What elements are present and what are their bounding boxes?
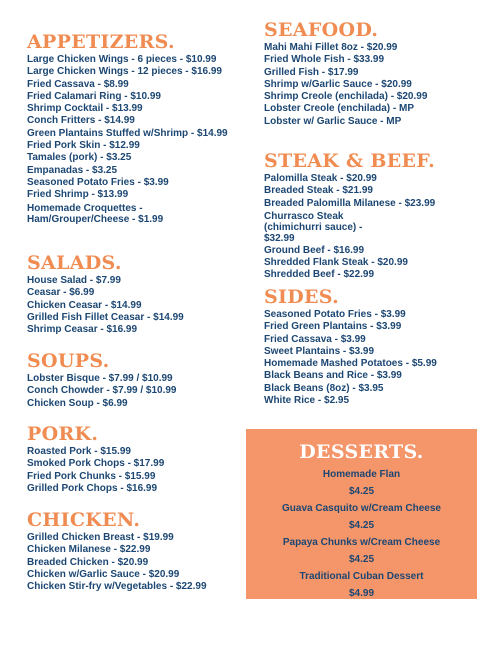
seafood-section: [264, 19, 489, 128]
menu-item: Seasoned Potato Fries - $3.99: [27, 176, 169, 188]
menu-item: Shredded Flank Steak - $20.99: [264, 257, 408, 269]
menu-item: Breaded Palomilla Milanese - $23.99: [264, 197, 436, 209]
menu-item: Lobster Creole (enchilada) - MP: [264, 103, 415, 115]
menu-item: Black Beans (8oz) - $3.95: [264, 382, 384, 394]
dessert-price: $4.99: [348, 588, 375, 599]
appetizers-heading: APPETIZERS.: [27, 31, 175, 53]
menu-item: Grilled Pork Chops - $16.99: [27, 482, 158, 494]
steak-heading: STEAK & BEEF.: [264, 150, 436, 172]
menu-item: House Salad - $7.99: [27, 275, 121, 286]
sides-section: [264, 286, 489, 407]
menu-item: Chicken w/Garlic Sauce - $20.99: [27, 568, 180, 580]
menu-item: Fried Calamari Ring - $10.99: [27, 90, 161, 102]
menu-item: Conch Fritters - $14.99: [27, 115, 135, 127]
menu-item: White Rice - $2.95: [264, 395, 350, 407]
menu-item: Breaded Chicken - $20.99: [27, 556, 149, 568]
steak-list: [264, 173, 489, 282]
dessert-item: Traditional Cuban Dessert: [299, 571, 424, 582]
sides-list: [264, 309, 489, 407]
dessert-price: $4.25: [348, 520, 375, 531]
menu-item: Breaded Steak - $21.99: [264, 185, 373, 197]
menu-item: Shrimp w/Garlic Sauce - $20.99: [264, 78, 412, 90]
appetizers-section: [27, 31, 252, 226]
menu-item: Shrimp Creole (enchilada) - $20.99: [264, 91, 428, 103]
menu-item: Chicken Soup - $6.99: [27, 397, 128, 409]
menu-item: Grilled Fish - $17.99: [264, 66, 359, 78]
menu-item: Fried Whole Fish - $33.99: [264, 54, 385, 66]
menu-item: Ground Beef - $16.99: [264, 244, 365, 256]
desserts-box: [246, 429, 477, 599]
menu-item: Homemade Mashed Potatoes - $5.99: [264, 358, 437, 370]
menu-item: Grilled Fish Fillet Ceasar - $14.99: [27, 311, 184, 323]
pork-section: [27, 423, 252, 495]
appetizers-list: [27, 54, 252, 225]
menu-item: Chicken Ceasar - $14.99: [27, 299, 142, 311]
menu-item: Ceasar - $6.99: [27, 287, 95, 299]
chicken-section: [27, 509, 252, 593]
chicken-heading: CHICKEN.: [27, 509, 141, 531]
menu-item: Seasoned Potato Fries - $3.99: [264, 309, 406, 320]
menu-item: Tamales (pork) - $3.25: [27, 152, 132, 164]
soups-heading: SOUPS.: [27, 350, 110, 372]
menu-item: Shredded Beef - $22.99: [264, 269, 375, 281]
soups-list: [27, 373, 252, 410]
menu-item: Shrimp Cocktail - $13.99: [27, 103, 143, 115]
menu-item: Black Beans and Rice - $3.99: [264, 370, 402, 382]
menu-item: Large Chicken Wings - 6 pieces - $10.99: [27, 54, 217, 65]
menu-item: Mahi Mahi Fillet 8oz - $20.99: [264, 42, 398, 53]
menu-item: Roasted Pork - $15.99: [27, 446, 131, 457]
sides-heading: SIDES.: [264, 286, 340, 308]
menu-item: Smoked Pork Chops - $17.99: [27, 458, 165, 470]
seafood-list: [264, 42, 489, 128]
dessert-price: $4.25: [348, 554, 375, 565]
soups-section: [27, 350, 252, 410]
menu-item: Lobster Bisque - $7.99 / $10.99: [27, 373, 173, 384]
dessert-item: Guava Casquito w/Cream Cheese: [282, 503, 441, 514]
menu-item: Conch Chowder - $7.99 / $10.99: [27, 385, 177, 397]
steak-section: [264, 150, 489, 282]
menu-item: Shrimp Ceasar - $16.99: [27, 324, 138, 336]
salads-section: [27, 252, 252, 336]
menu-item: Fried Pork Skin - $12.99: [27, 140, 140, 152]
salads-list: [27, 275, 252, 336]
pork-heading: PORK.: [27, 423, 99, 445]
menu-item: Fried Pork Chunks - $15.99: [27, 470, 156, 482]
menu-item: Chicken Stir-fry w/Vegetables - $22.99: [27, 581, 207, 593]
menu-item: Churrasco Steak (chimichurri sauce) - $32.99: [264, 210, 363, 244]
menu-item: Fried Cassava - $8.99: [27, 78, 129, 90]
menu-item: Fried Shrimp - $13.99: [27, 189, 129, 201]
desserts-heading: DESSERTS.: [299, 441, 424, 463]
menu-item: Fried Green Plantains - $3.99: [264, 321, 402, 333]
dessert-item: Homemade Flan: [322, 469, 401, 480]
menu-item: Green Plantains Stuffed w/Shrimp - $14.99: [27, 127, 228, 139]
seafood-heading: SEAFOOD.: [264, 19, 379, 41]
menu-item: Grilled Chicken Breast - $19.99: [27, 532, 174, 543]
menu-item: Fried Cassava - $3.99: [264, 333, 366, 345]
menu-item: Homemade Croquettes - Ham/Grouper/Cheese - $1.99: [27, 202, 164, 225]
dessert-item: Papaya Chunks w/Cream Cheese: [282, 537, 441, 548]
desserts-list: [246, 466, 477, 602]
menu-item: Palomilla Steak - $20.99: [264, 173, 377, 184]
salads-heading: SALADS.: [27, 252, 122, 274]
chicken-list: [27, 532, 252, 593]
menu-item: Empanadas - $3.25: [27, 164, 118, 176]
pork-list: [27, 446, 252, 495]
menu-item: Lobster w/ Garlic Sauce - MP: [264, 115, 402, 127]
menu-item: Large Chicken Wings - 12 pieces - $16.99: [27, 66, 222, 78]
menu-item: Sweet Plantains - $3.99: [264, 345, 375, 357]
menu-item: Chicken Milanese - $22.99: [27, 544, 151, 556]
dessert-price: $4.25: [348, 486, 375, 497]
